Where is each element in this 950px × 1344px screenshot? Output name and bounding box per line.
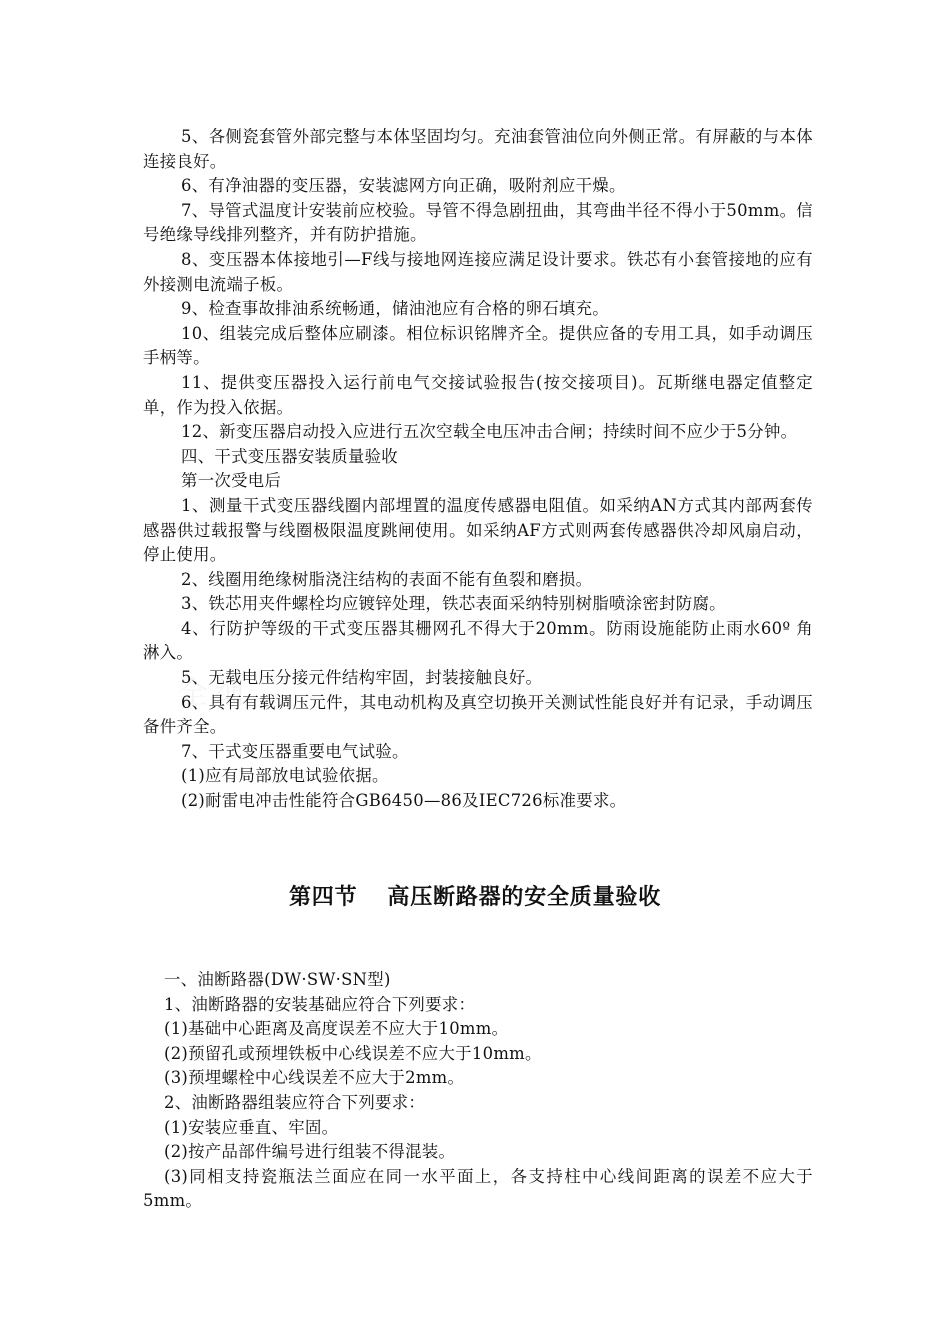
paragraph-lightning-impulse: (2)耐雷电冲击性能符合GB6450—86及IEC726标准要求。 — [181, 791, 627, 811]
watermark-logo — [178, 668, 250, 712]
subheading-oil-breaker: 一、油断路器(DW·SW·SN型) — [164, 970, 391, 989]
paragraph-reserved-hole: (2)预留孔或预埋铁板中心线误差不应大于10mm。 — [164, 1043, 542, 1063]
paragraph-electrical-tests: 7、干式变压器重要电气试验。 — [181, 741, 409, 761]
section-new-body — [143, 968, 813, 1214]
section-heading-title: 高压断路器的安全质量验收 — [387, 884, 661, 910]
paragraph-oil-drain: 9、检查事故排油系统畅通，储油池应有合格的卵石填充。 — [181, 299, 609, 319]
paragraph-core-bolts: 3、铁芯用夹件螺栓均应镀锌处理，铁芯表面采纳特别树脂喷涂密封防腐。 — [181, 594, 726, 614]
subheading-dry-transformer: 四、干式变压器安装质量验收 — [181, 446, 398, 466]
paragraph-foundation-distance: (1)基础中心距离及高度误差不应大于10mm。 — [164, 1019, 509, 1039]
subheading-first-energization: 第一次受电后 — [181, 471, 282, 491]
paragraph-startup: 12、新变压器启动投入应进行五次空载全电压冲击合闸；持续时间不应少于5分钟。 — [181, 422, 798, 442]
paragraph-anchor-bolt: (3)预埋螺栓中心线误差不应大于2mm。 — [164, 1068, 465, 1088]
paragraph-grounding: 8、变压器本体接地引—F线与接地网连接应满足设计要求。铁芯有小套管接地的应有外接测电流端子板。 — [143, 249, 813, 294]
paragraph-test-report: 11、提供变压器投入运行前电气交接试验报告(按交接项目)。瓦斯继电器定值整定单，作为投入依据。 — [143, 372, 813, 417]
paragraph-coil-resin: 2、线圈用绝缘树脂浇注结构的表面不能有鱼裂和磨损。 — [181, 569, 593, 589]
paragraph-foundation-requirements: 1、油断路器的安装基础应符合下列要求： — [164, 994, 476, 1014]
paragraph-temperature-sensor: 1、测量干式变压器线圈内部埋置的温度传感器电阻值。如采纳AN方式其内部两套传感器供过载报警与线圈极限温度跳闸使用。如采纳AF方式则两套传感器供冷却风扇启动，停止使用。 — [143, 495, 813, 565]
paragraph-painting: 10、组装完成后整体应刷漆。相位标识铭牌齐全。提供应备的专用工具，如手动调压手柄等。 — [143, 323, 813, 368]
paragraph-partial-discharge: (1)应有局部放电试验依据。 — [181, 766, 389, 786]
paragraph-part-numbering: (2)按产品部件编号进行组装不得混装。 — [164, 1142, 456, 1162]
paragraph-assembly-requirements: 2、油断路器组装应符合下列要求： — [164, 1092, 426, 1112]
section-heading — [0, 880, 950, 911]
paragraph-insulator-flange: (3)同相支持瓷瓶法兰面应在同一水平面上，各支持柱中心线间距离的误差不应大于5mm。 — [143, 1166, 813, 1211]
paragraph-oil-purifier: 6、有净油器的变压器，安装滤网方向正确，吸附剂应干燥。 — [181, 176, 626, 196]
section-heading-number: 第四节 — [288, 884, 358, 910]
paragraph-vertical-install: (1)安装应垂直、牢固。 — [164, 1117, 339, 1137]
paragraph-onload-tap: 6、具有有载调压元件，其电动机构及真空切换开关测试性能良好并有记录，手动调压备件齐全。 — [143, 692, 813, 737]
paragraph-protection-grade: 4、行防护等级的干式变压器其栅网孔不得大于20mm。防雨设施能防止雨水60º 角淋入。 — [143, 618, 813, 663]
paragraph-thermometer: 7、导管式温度计安装前应校验。导管不得急剧扭曲，其弯曲半径不得小于50mm。信号绝缘导线排列整齐，并有防护措施。 — [143, 200, 813, 245]
paragraph-tap-changer: 5、无载电压分接元件结构牢固，封装接触良好。 — [181, 668, 543, 688]
paragraph-bushing: 5、各侧瓷套管外部完整与本体坚固均匀。充油套管油位向外侧正常。有屏蔽的与本体连接良好。 — [143, 127, 813, 171]
